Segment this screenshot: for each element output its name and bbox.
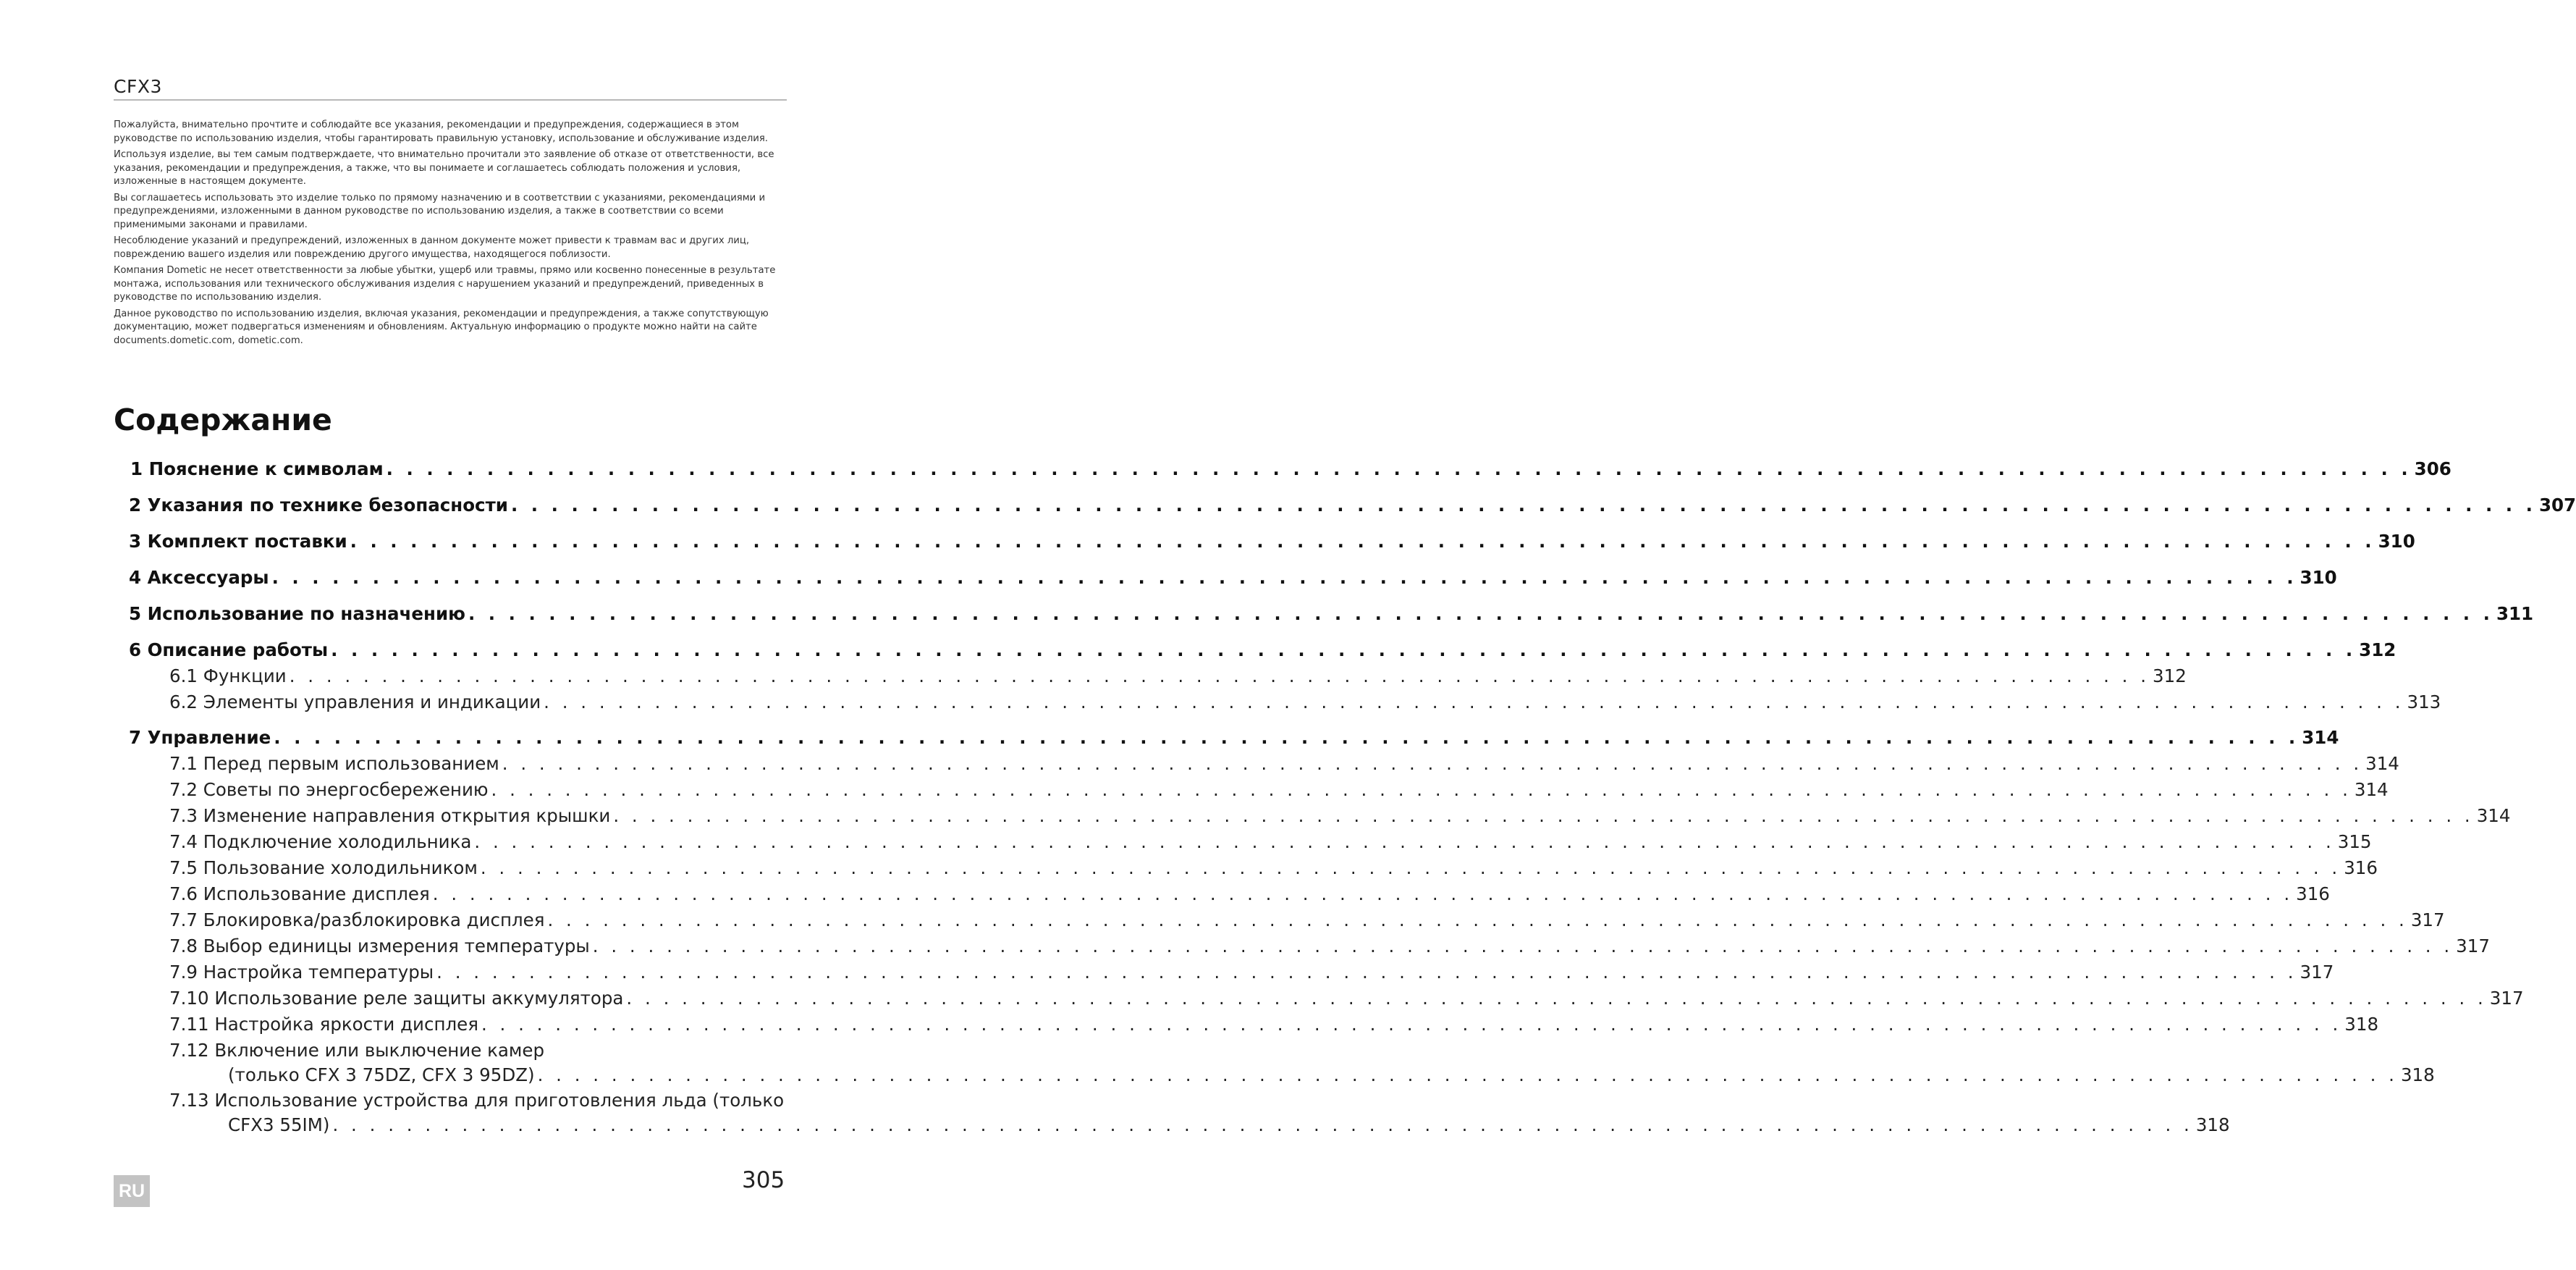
disclaimer-block xyxy=(114,119,787,350)
toc-entry-page: 316 xyxy=(2296,883,2330,904)
toc-entry-label: 5 Использование по назначению xyxy=(129,603,465,624)
toc-leader-dots: . . . . . . . . . . . . . . . . . . . . . . . . . . . . . . . . . . . . . . . . . . . . . . . . . . . . . . . . . . . . . . . . . . . . . . . . . . . . . . . . . . . . . . . . . . . . . . . . . . . . . xyxy=(510,495,2536,516)
toc-entry-label-continuation: (только CFX 3 75DZ, CFX 3 95DZ) xyxy=(228,1064,535,1085)
toc-entry-7-12[interactable] xyxy=(228,1063,2435,1088)
toc-entry-label: 7.9 Настройка температуры xyxy=(169,962,434,983)
toc-leader-dots: . . . . . . . . . . . . . . . . . . . . . . . . . . . . . . . . . . . . . . . . . . . . . . . . . . . . . . . . . . . . . . . . . . . . . . . . . . . . . . . . . . . . . . . . . . . . . . . . . . . . . xyxy=(474,831,2335,852)
toc-entry-6-1[interactable] xyxy=(169,664,2187,689)
toc-entry-page: 316 xyxy=(2344,857,2378,878)
toc-entry-label: 1 Пояснение к символам xyxy=(130,458,384,479)
toc-entry-label: 7.1 Перед первым использованием xyxy=(169,753,499,774)
toc-leader-dots: . . . . . . . . . . . . . . . . . . . . . . . . . . . . . . . . . . . . . . . . . . . . . . . . . . . . . . . . . . . . . . . . . . . . . . . . . . . . . . . . . . . . . . . . . . . . . . . . . . . . . xyxy=(386,458,2412,479)
toc-entry-7-7[interactable] xyxy=(169,908,2445,933)
toc-entry-7-12-label[interactable]: 7.12 Включение или выключение камер xyxy=(169,1040,545,1061)
toc-entry-page: 315 xyxy=(2337,831,2372,852)
toc-entry-page: 317 xyxy=(2489,988,2524,1009)
toc-entry-page: 318 xyxy=(2195,1114,2230,1135)
toc-entry-label: 7.2 Советы по энергосбережению xyxy=(169,779,489,800)
toc-entry-6[interactable] xyxy=(129,638,2396,663)
disclaimer-paragraph: Используя изделие, вы тем самым подтверждаете, что внимательно прочитали это заявление об отказе от ответственности, все указания, рекомендации и предупреждения, а также, что вы понимаете и соглашаетесь соблюдать положения и условия, изложенные в настоящем документе. xyxy=(114,149,774,187)
toc-entry-7-13[interactable] xyxy=(228,1113,2230,1137)
document-header-title: CFX3 xyxy=(114,76,162,97)
toc-leader-dots: . . . . . . . . . . . . . . . . . . . . . . . . . . . . . . . . . . . . . . . . . . . . . . . . . . . . . . . . . . . . . . . . . . . . . . . . . . . . . . . . . . . . . . . . . . . . . . . . . . . . . xyxy=(332,1114,2193,1135)
toc-leader-dots: . . . . . . . . . . . . . . . . . . . . . . . . . . . . . . . . . . . . . . . . . . . . . . . . . . . . . . . . . . . . . . . . . . . . . . . . . . . . . . . . . . . . . . . . . . . . . . . . . . . . . xyxy=(544,691,2404,712)
toc-leader-dots: . . . . . . . . . . . . . . . . . . . . . . . . . . . . . . . . . . . . . . . . . . . . . . . . . . . . . . . . . . . . . . . . . . . . . . . . . . . . . . . . . . . . . . . . . . . . . . . . . . . . . xyxy=(436,962,2297,983)
toc-entry-label: 7.6 Использование дисплея xyxy=(169,883,430,904)
toc-entry-label: 2 Указания по технике безопасности xyxy=(129,495,508,516)
toc-entry-7-1[interactable] xyxy=(169,752,2399,776)
toc-entry-page: 317 xyxy=(2410,909,2445,930)
toc-entry-7-2[interactable] xyxy=(169,778,2389,802)
toc-entry-6-2[interactable] xyxy=(169,690,2441,715)
toc-entry-page: 318 xyxy=(2344,1014,2379,1035)
toc-leader-dots: . . . . . . . . . . . . . . . . . . . . . . . . . . . . . . . . . . . . . . . . . . . . . . . . . . . . . . . . . . . . . . . . . . . . . . . . . . . . . . . . . . . . . . . . . . . . . . . . . . . . . xyxy=(592,935,2454,956)
toc-entry-page: 313 xyxy=(2407,691,2441,712)
toc-entry-page: 318 xyxy=(2400,1064,2435,1085)
toc-entry-label: 7.3 Изменение направления открытия крышки xyxy=(169,805,611,826)
toc-entry-page: 312 xyxy=(2359,639,2396,660)
toc-entry-label: 7.8 Выбор единицы измерения температуры xyxy=(169,935,590,956)
toc-entry-label: 7.10 Использование реле защиты аккумулятора xyxy=(169,988,624,1009)
toc-entry-1[interactable] xyxy=(130,457,2452,481)
disclaimer-paragraph: Несоблюдение указаний и предупреждений, изложенных в данном документе может привести к травмам вас и других лиц, повреждению вашего изделия или повреждению другого имущества, находящегося поблизости. xyxy=(114,235,750,260)
toc-leader-dots: . . . . . . . . . . . . . . . . . . . . . . . . . . . . . . . . . . . . . . . . . . . . . . . . . . . . . . . . . . . . . . . . . . . . . . . . . . . . . . . . . . . . . . . . . . . . . . . . . . . . . xyxy=(289,665,2150,686)
toc-entry-page: 311 xyxy=(2496,603,2534,624)
toc-entry-label: 7 Управление xyxy=(129,727,271,748)
toc-leader-dots: . . . . . . . . . . . . . . . . . . . . . . . . . . . . . . . . . . . . . . . . . . . . . . . . . . . . . . . . . . . . . . . . . . . . . . . . . . . . . . . . . . . . . . . . . . . . . . . . . . . . . xyxy=(481,1014,2342,1035)
toc-entry-label: 7.5 Пользование холодильником xyxy=(169,857,478,878)
toc-entry-7-3[interactable] xyxy=(169,804,2511,828)
toc-entry-2[interactable] xyxy=(129,493,2576,518)
toc-leader-dots: . . . . . . . . . . . . . . . . . . . . . . . . . . . . . . . . . . . . . . . . . . . . . . . . . . . . . . . . . . . . . . . . . . . . . . . . . . . . . . . . . . . . . . . . . . . . . . . . . . . . . xyxy=(547,909,2408,930)
toc-entry-7-11[interactable] xyxy=(169,1012,2379,1037)
toc-leader-dots: . . . . . . . . . . . . . . . . . . . . . . . . . . . . . . . . . . . . . . . . . . . . . . . . . . . . . . . . . . . . . . . . . . . . . . . . . . . . . . . . . . . . . . . . . . . . . . . . . . . . . xyxy=(468,603,2493,624)
toc-leader-dots: . . . . . . . . . . . . . . . . . . . . . . . . . . . . . . . . . . . . . . . . . . . . . . . . . . . . . . . . . . . . . . . . . . . . . . . . . . . . . . . . . . . . . . . . . . . . . . . . . . . . . xyxy=(271,567,2297,588)
toc-entry-label: 7.4 Подключение холодильника xyxy=(169,831,472,852)
toc-entry-label: 7.11 Настройка яркости дисплея xyxy=(169,1014,478,1035)
toc-entry-7-8[interactable] xyxy=(169,934,2490,959)
toc-entry-page: 306 xyxy=(2414,458,2452,479)
toc-leader-dots: . . . . . . . . . . . . . . . . . . . . . . . . . . . . . . . . . . . . . . . . . . . . . . . . . . . . . . . . . . . . . . . . . . . . . . . . . . . . . . . . . . . . . . . . . . . . . . . . . . . . . xyxy=(432,883,2294,904)
toc-entry-label: 6.1 Функции xyxy=(169,665,287,686)
toc-entry-page: 314 xyxy=(2302,727,2339,748)
toc-entry-page: 312 xyxy=(2153,665,2187,686)
language-badge: RU xyxy=(114,1175,150,1207)
toc-entry-page: 317 xyxy=(2456,935,2490,956)
toc-leader-dots: . . . . . . . . . . . . . . . . . . . . . . . . . . . . . . . . . . . . . . . . . . . . . . . . . . . . . . . . . . . . . . . . . . . . . . . . . . . . . . . . . . . . . . . . . . . . . . . . . . . . . xyxy=(274,727,2300,748)
toc-entry-label: 3 Комплект поставки xyxy=(129,531,347,552)
disclaimer-paragraph: Вы соглашаетесь использовать это изделие только по прямому назначению и в соответствии с указаниями, рекомендациями и предупреждениями, изложенными в данном руководстве по использованию изделия, а также в соответствии со всеми применимыми законами и правилами. xyxy=(114,192,766,230)
toc-entry-page: 314 xyxy=(2476,805,2511,826)
toc-entry-7-6[interactable] xyxy=(169,882,2330,907)
toc-entry-page: 317 xyxy=(2300,962,2334,983)
toc-entry-4[interactable] xyxy=(129,565,2337,590)
toc-leader-dots: . . . . . . . . . . . . . . . . . . . . . . . . . . . . . . . . . . . . . . . . . . . . . . . . . . . . . . . . . . . . . . . . . . . . . . . . . . . . . . . . . . . . . . . . . . . . . . . . . . . . . xyxy=(626,988,2487,1009)
toc-leader-dots: . . . . . . . . . . . . . . . . . . . . . . . . . . . . . . . . . . . . . . . . . . . . . . . . . . . . . . . . . . . . . . . . . . . . . . . . . . . . . . . . . . . . . . . . . . . . . . . . . . . . . xyxy=(502,753,2363,774)
toc-entry-page: 314 xyxy=(2354,779,2389,800)
toc-entry-7-10[interactable] xyxy=(169,986,2524,1011)
disclaimer-paragraph: Компания Dometic не несет ответственности за любые убытки, ущерб или травмы, прямо или косвенно понесенные в результате монтажа, использования или технического обслуживания изделия с нарушением указаний и предупреждений, приведенных в руководстве по использованию изделия. xyxy=(114,265,776,303)
toc-leader-dots: . . . . . . . . . . . . . . . . . . . . . . . . . . . . . . . . . . . . . . . . . . . . . . . . . . . . . . . . . . . . . . . . . . . . . . . . . . . . . . . . . . . . . . . . . . . . . . . . . . . . . xyxy=(331,639,2357,660)
toc-entry-label: 6.2 Элементы управления и индикации xyxy=(169,691,541,712)
toc-entry-7-5[interactable] xyxy=(169,856,2378,880)
toc-entry-label: 6 Описание работы xyxy=(129,639,329,660)
toc-leader-dots: . . . . . . . . . . . . . . . . . . . . . . . . . . . . . . . . . . . . . . . . . . . . . . . . . . . . . . . . . . . . . . . . . . . . . . . . . . . . . . . . . . . . . . . . . . . . . . . . . . . . . xyxy=(491,779,2352,800)
toc-leader-dots: . . . . . . . . . . . . . . . . . . . . . . . . . . . . . . . . . . . . . . . . . . . . . . . . . . . . . . . . . . . . . . . . . . . . . . . . . . . . . . . . . . . . . . . . . . . . . . . . . . . . . xyxy=(480,857,2341,878)
toc-entry-5[interactable] xyxy=(129,602,2534,626)
toc-entry-7-4[interactable] xyxy=(169,830,2372,854)
toc-heading: Содержание xyxy=(114,403,332,437)
toc-entry-page: 314 xyxy=(2365,753,2399,774)
disclaimer-paragraph: Пожалуйста, внимательно прочтите и соблюдайте все указания, рекомендации и предупреждения, содержащиеся в этом руководстве по использованию изделия, чтобы гарантировать правильную установку, использование и обслуживание изделия. xyxy=(114,119,768,144)
toc-leader-dots: . . . . . . . . . . . . . . . . . . . . . . . . . . . . . . . . . . . . . . . . . . . . . . . . . . . . . . . . . . . . . . . . . . . . . . . . . . . . . . . . . . . . . . . . . . . . . . . . . . . . . xyxy=(537,1064,2398,1085)
toc-entry-7-9[interactable] xyxy=(169,960,2334,985)
toc-leader-dots: . . . . . . . . . . . . . . . . . . . . . . . . . . . . . . . . . . . . . . . . . . . . . . . . . . . . . . . . . . . . . . . . . . . . . . . . . . . . . . . . . . . . . . . . . . . . . . . . . . . . . xyxy=(613,805,2474,826)
toc-leader-dots: . . . . . . . . . . . . . . . . . . . . . . . . . . . . . . . . . . . . . . . . . . . . . . . . . . . . . . . . . . . . . . . . . . . . . . . . . . . . . . . . . . . . . . . . . . . . . . . . . . . . . xyxy=(350,531,2376,552)
toc-entry-page: 310 xyxy=(2378,531,2415,552)
header-divider xyxy=(114,99,787,101)
toc-entry-7[interactable] xyxy=(129,726,2339,750)
toc-entry-7-13-label[interactable]: 7.13 Использование устройства для приготовления льда (только xyxy=(169,1090,785,1111)
toc-entry-page: 307 xyxy=(2538,495,2576,516)
toc-entry-label: 7.7 Блокировка/разблокировка дисплея xyxy=(169,909,545,930)
toc-entry-page: 310 xyxy=(2300,567,2337,588)
toc-entry-label: 4 Аксессуары xyxy=(129,567,269,588)
toc-entry-label-continuation: CFX3 55IM) xyxy=(228,1114,330,1135)
disclaimer-paragraph: Данное руководство по использованию изделия, включая указания, рекомендации и предупреждения, а также сопутствующую документацию, может подвергаться изменениям и обновлениям. Актуальную информацию о продукте можно найти на сайте documents.dometic.com, dometic.com. xyxy=(114,308,769,346)
page-number: 305 xyxy=(742,1167,785,1193)
toc-entry-3[interactable] xyxy=(129,529,2415,554)
